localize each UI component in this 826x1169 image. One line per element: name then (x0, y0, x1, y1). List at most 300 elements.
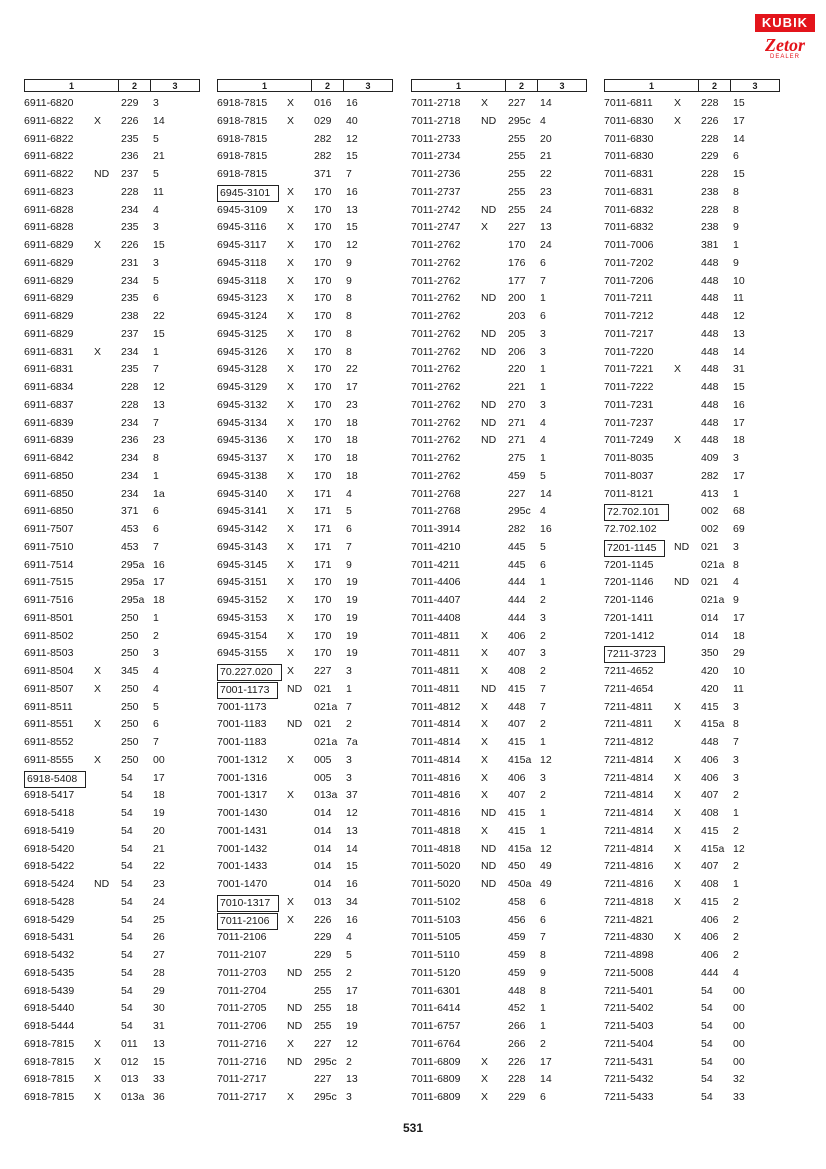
flag: X (674, 878, 682, 890)
flag: X (481, 789, 489, 802)
page-ref: 452 (508, 1002, 526, 1015)
part-number: 7211-4814 (604, 789, 654, 802)
position: 28 (153, 966, 165, 979)
table-row (604, 326, 780, 344)
part-number: 6945-3138 (217, 469, 268, 482)
part-number: 7011-4406 (411, 576, 461, 589)
position: 6 (733, 150, 739, 163)
position: 22 (153, 310, 165, 322)
page-ref: 176 (508, 256, 526, 269)
part-number: 7011-6832 (604, 221, 654, 234)
page-ref: 415 (701, 895, 719, 908)
table-row (411, 770, 587, 788)
flag: ND (94, 878, 110, 890)
flag: X (674, 753, 682, 766)
position: 14 (346, 842, 358, 855)
flag: X (94, 345, 102, 358)
part-number: 7011-6811 (604, 97, 653, 109)
position: 40 (346, 114, 358, 127)
page-ref: 295c (508, 505, 531, 518)
flag: X (287, 114, 295, 127)
page-ref: 54 (121, 789, 133, 802)
page-ref: 250 (121, 736, 139, 748)
page-ref: 271 (508, 434, 526, 447)
position: 15 (346, 221, 358, 234)
part-number: 7011-2747 (411, 221, 461, 234)
page-ref: 227 (314, 1037, 332, 1050)
part-number: 6911-6837 (24, 398, 74, 411)
part-number: 7011-2734 (411, 150, 461, 163)
table-row (217, 947, 393, 965)
table-row (411, 415, 587, 433)
part-number: 6918-5408 (24, 771, 86, 788)
table-row (24, 113, 200, 131)
position: 15 (153, 327, 165, 340)
page-ref: 171 (314, 487, 332, 500)
part-number: 7011-8035 (604, 452, 654, 464)
table-row (217, 1000, 393, 1018)
part-number: 6945-3109 (217, 203, 268, 216)
position: 13 (346, 824, 358, 837)
position: 23 (153, 878, 165, 890)
part-number: 7001-1431 (217, 824, 268, 837)
table-row (217, 184, 393, 202)
part-number: 7011-7206 (604, 274, 654, 287)
position: 14 (733, 345, 745, 358)
part-number: 7011-6809 (411, 1055, 461, 1068)
position: 6 (346, 523, 352, 535)
part-number: 6918-7815 (24, 1091, 75, 1103)
position: 11 (733, 682, 744, 695)
position: 26 (153, 931, 165, 944)
part-number: 7010-1317 (217, 895, 279, 912)
table-row (411, 734, 587, 752)
position: 1 (540, 736, 546, 748)
flag: X (287, 416, 295, 429)
part-number: 7011-4816 (411, 807, 461, 819)
position: 17 (733, 611, 745, 624)
flag: X (674, 860, 682, 873)
position: 12 (540, 753, 552, 766)
page-ref: 014 (701, 629, 719, 642)
page-ref: 203 (508, 310, 526, 322)
page-ref: 371 (314, 168, 332, 180)
part-number: 6918-7815 (217, 97, 268, 109)
part-number: 6918-5428 (24, 895, 75, 908)
table-row (604, 628, 780, 646)
position: 7 (153, 363, 159, 376)
part-number: 6911-8511 (24, 700, 73, 713)
page-ref: 170 (314, 203, 332, 216)
part-number: 6911-6829 (24, 327, 74, 340)
table-row (604, 592, 780, 610)
position: 13 (540, 221, 552, 234)
flag: ND (674, 540, 690, 553)
position: 8 (733, 203, 739, 216)
flag: X (481, 736, 489, 748)
part-number: 7011-2762 (411, 292, 461, 305)
position: 4 (540, 434, 546, 447)
part-number: 7011-7249 (604, 434, 654, 447)
part-number: 6911-8504 (24, 665, 74, 677)
column-rows (411, 95, 587, 1107)
position: 7 (346, 540, 352, 553)
table-row (24, 397, 200, 415)
part-number: 6945-3140 (217, 487, 268, 500)
part-number: 6945-3126 (217, 345, 268, 358)
part-number: 7011-2716 (217, 1055, 267, 1068)
position: 4 (540, 114, 546, 127)
position: 4 (153, 203, 159, 216)
page-ref: 371 (121, 505, 139, 518)
table-row (217, 628, 393, 646)
table-row (24, 539, 200, 557)
flag: X (287, 97, 295, 109)
flag: X (287, 274, 295, 287)
position: 8 (346, 310, 352, 322)
position: 3 (153, 647, 159, 660)
table-row (604, 486, 780, 504)
position: 7 (540, 931, 546, 944)
page-ref: 456 (508, 913, 526, 926)
page-ref: 229 (314, 949, 332, 961)
table-row (604, 415, 780, 433)
page-ref: 295c (314, 1091, 337, 1103)
part-number: 7011-6830 (604, 132, 654, 145)
part-number: 6918-5440 (24, 1002, 75, 1015)
part-number: 6918-7815 (24, 1055, 75, 1068)
page-ref: 014 (314, 878, 332, 890)
position: 1 (540, 363, 546, 376)
page-ref: 54 (701, 1002, 713, 1015)
page-ref: 448 (701, 416, 719, 429)
table-row (24, 823, 200, 841)
page-ref: 177 (508, 274, 526, 287)
part-number: 7211-4814 (604, 771, 654, 784)
page-ref: 238 (701, 185, 719, 198)
position: 18 (346, 469, 358, 482)
part-number: 7011-2717 (217, 1073, 267, 1086)
table-row (24, 894, 200, 912)
table-row (604, 184, 780, 202)
flag: ND (674, 576, 690, 589)
part-number: 7211-5431 (604, 1055, 654, 1068)
position: 4 (540, 416, 546, 429)
position: 13 (153, 1037, 165, 1050)
position: 6 (153, 505, 159, 518)
table-row (604, 1054, 780, 1072)
page-ref: 54 (121, 807, 133, 819)
table-row (24, 379, 200, 397)
page-ref: 228 (701, 97, 719, 109)
table-row (24, 965, 200, 983)
table-row (217, 983, 393, 1001)
flag: X (481, 1091, 489, 1103)
page-ref: 275 (508, 452, 526, 464)
position: 9 (540, 966, 546, 979)
position: 3 (346, 665, 352, 677)
table-row (24, 805, 200, 823)
table-row (217, 95, 393, 113)
column-4 (604, 79, 780, 1107)
page-ref: 445 (508, 540, 526, 553)
position: 00 (733, 1055, 745, 1068)
position: 49 (540, 878, 552, 890)
position: 3 (540, 398, 546, 411)
page-ref: 226 (314, 913, 332, 926)
position: 9 (733, 221, 739, 234)
page-ref: 021a (701, 594, 725, 606)
page-ref: 170 (314, 221, 332, 234)
part-number: 6945-3134 (217, 416, 268, 429)
page-ref: 221 (508, 381, 526, 393)
part-number: 6911-6829 (24, 239, 74, 251)
position: 6 (540, 1091, 546, 1103)
flag: ND (287, 1055, 303, 1068)
table-row (411, 1018, 587, 1036)
table-row (24, 326, 200, 344)
part-number: 6918-7815 (217, 114, 268, 127)
page-ref: 415 (701, 824, 719, 837)
part-number: 7011-2762 (411, 310, 461, 322)
flag: X (674, 434, 682, 447)
table-row (604, 770, 780, 788)
flag: ND (481, 203, 497, 216)
part-number: 6918-5435 (24, 966, 75, 979)
part-number: 6911-7515 (24, 576, 74, 589)
part-number: 7211-4898 (604, 949, 654, 961)
position: 8 (733, 185, 739, 198)
table-row (217, 858, 393, 876)
position: 2 (540, 1037, 546, 1050)
part-number: 7011-4816 (411, 771, 461, 784)
part-number: 7001-1470 (217, 878, 268, 890)
position: 22 (153, 860, 165, 873)
table-row (411, 841, 587, 859)
part-number: 6911-7516 (24, 594, 74, 606)
position: 5 (346, 949, 352, 961)
part-number: 7011-8121 (604, 487, 654, 500)
column-header (24, 79, 200, 92)
table-row (24, 344, 200, 362)
position: 68 (733, 505, 745, 518)
table-row (217, 823, 393, 841)
part-number: 7011-2717 (217, 1091, 267, 1103)
table-row (411, 983, 587, 1001)
page-ref: 200 (508, 292, 526, 305)
part-number: 7211-4812 (604, 736, 654, 748)
part-number: 7011-2768 (411, 505, 461, 518)
table-row (217, 716, 393, 734)
position: 7 (540, 682, 546, 695)
page-ref: 408 (701, 807, 719, 819)
table-row (604, 1018, 780, 1036)
flag: X (287, 523, 295, 535)
page-ref: 229 (314, 931, 332, 944)
table-row (24, 770, 200, 788)
part-number: 7011-4818 (411, 842, 461, 855)
position: 16 (346, 97, 358, 109)
table-row (24, 237, 200, 255)
table-row (217, 432, 393, 450)
part-number: 6911-6829 (24, 292, 74, 305)
part-number: 72.702.102 (604, 523, 657, 535)
page-ref: 453 (121, 540, 139, 553)
position: 5 (153, 274, 159, 287)
page-ref: 002 (701, 523, 719, 535)
position: 5 (540, 540, 546, 553)
table-row (411, 858, 587, 876)
page-ref: 171 (314, 505, 332, 518)
part-number: 7011-7231 (604, 398, 654, 411)
part-number: 7211-4811 (604, 700, 653, 713)
table-row (24, 450, 200, 468)
page-ref: 415 (508, 682, 526, 695)
page-ref: 170 (314, 381, 332, 393)
page-ref: 448 (701, 274, 719, 287)
position: 12 (346, 807, 358, 819)
position: 19 (346, 576, 358, 589)
table-row (217, 645, 393, 663)
part-number: 6911-6829 (24, 310, 74, 322)
part-number: 6918-5422 (24, 860, 75, 873)
table-row (217, 1089, 393, 1107)
position: 3 (733, 753, 739, 766)
position: 3 (346, 771, 352, 784)
position: 2 (346, 718, 352, 731)
table-row (411, 628, 587, 646)
table-row (411, 148, 587, 166)
table-row (604, 1071, 780, 1089)
page-ref: 228 (121, 185, 139, 198)
position: 2 (733, 913, 739, 926)
table-row (604, 379, 780, 397)
position: 12 (733, 310, 745, 322)
page-ref: 016 (314, 97, 332, 109)
page-ref: 54 (701, 1055, 713, 1068)
part-number: 7011-2106 (217, 913, 278, 930)
table-row (411, 95, 587, 113)
table-row (411, 468, 587, 486)
table-row (217, 752, 393, 770)
position: 1 (540, 452, 546, 464)
part-number: 7011-2762 (411, 274, 461, 287)
table-row (24, 699, 200, 717)
page-ref: 170 (314, 239, 332, 251)
flag: ND (287, 966, 303, 979)
table-row (604, 131, 780, 149)
table-row (411, 645, 587, 663)
page-ref: 021a (701, 558, 725, 571)
part-number: 7011-6831 (604, 168, 654, 180)
part-number: 6945-3143 (217, 540, 268, 553)
table-row (411, 344, 587, 362)
flag: X (674, 931, 682, 944)
part-number: 7211-4814 (604, 824, 654, 837)
page-ref: 234 (121, 487, 139, 500)
page-ref: 250 (121, 611, 139, 624)
part-number: 6918-7815 (217, 132, 268, 145)
part-number: 6945-3101 (217, 185, 279, 202)
header-position: 3 (172, 81, 178, 91)
position: 18 (346, 1002, 358, 1015)
position: 18 (346, 434, 358, 447)
table-row (411, 1000, 587, 1018)
page-ref: 266 (508, 1037, 526, 1050)
page-ref: 420 (701, 682, 719, 695)
part-number: 7011-2718 (411, 114, 461, 127)
table-row (217, 521, 393, 539)
table-row (24, 1089, 200, 1107)
page-ref: 227 (508, 221, 526, 234)
page-ref: 295a (121, 594, 145, 606)
table-row (24, 1018, 200, 1036)
table-row (604, 290, 780, 308)
page-ref: 420 (701, 665, 719, 677)
page-ref: 255 (508, 185, 526, 198)
page-ref: 409 (701, 452, 719, 464)
position: 7 (153, 736, 159, 748)
flag: X (287, 753, 295, 766)
part-number: 6945-3118 (217, 256, 267, 269)
flag: X (287, 665, 295, 677)
table-row (24, 1036, 200, 1054)
page-ref: 381 (701, 239, 719, 251)
table-row (604, 1036, 780, 1054)
table-row (217, 468, 393, 486)
table-row (24, 290, 200, 308)
position: 1 (540, 824, 546, 837)
position: 7 (346, 700, 352, 713)
flag: X (94, 1055, 102, 1068)
part-number: 7211-4816 (604, 878, 654, 890)
part-number: 7201-1412 (604, 629, 655, 642)
position: 1 (733, 878, 739, 890)
flag: X (674, 114, 682, 127)
position: 8 (346, 327, 352, 340)
flag: ND (287, 682, 303, 695)
page-ref: 54 (701, 1037, 713, 1050)
position: 4 (153, 682, 159, 695)
flag: X (287, 913, 295, 926)
table-row (604, 912, 780, 930)
table-row (24, 1071, 200, 1089)
position: 1 (733, 807, 739, 819)
page-ref: 448 (701, 310, 719, 322)
page-ref: 235 (121, 292, 139, 305)
position: 00 (733, 1037, 745, 1050)
table-row (24, 645, 200, 663)
flag: X (287, 469, 295, 482)
page-ref: 238 (121, 310, 139, 322)
table-row (604, 148, 780, 166)
part-number: 6918-5432 (24, 949, 75, 961)
page-ref: 228 (121, 398, 139, 411)
position: 3 (540, 771, 546, 784)
part-number: 6911-6823 (24, 185, 74, 198)
part-number: 7011-5102 (411, 895, 461, 908)
page-ref: 226 (508, 1055, 526, 1068)
table-row (411, 184, 587, 202)
page-ref: 282 (314, 132, 332, 145)
table-row (604, 166, 780, 184)
part-number: 7201-1145 (604, 540, 665, 557)
table-row (604, 894, 780, 912)
page-ref: 295a (121, 558, 145, 571)
page-ref: 444 (508, 611, 526, 624)
part-number: 6911-7510 (24, 540, 74, 553)
position: 13 (346, 203, 358, 216)
